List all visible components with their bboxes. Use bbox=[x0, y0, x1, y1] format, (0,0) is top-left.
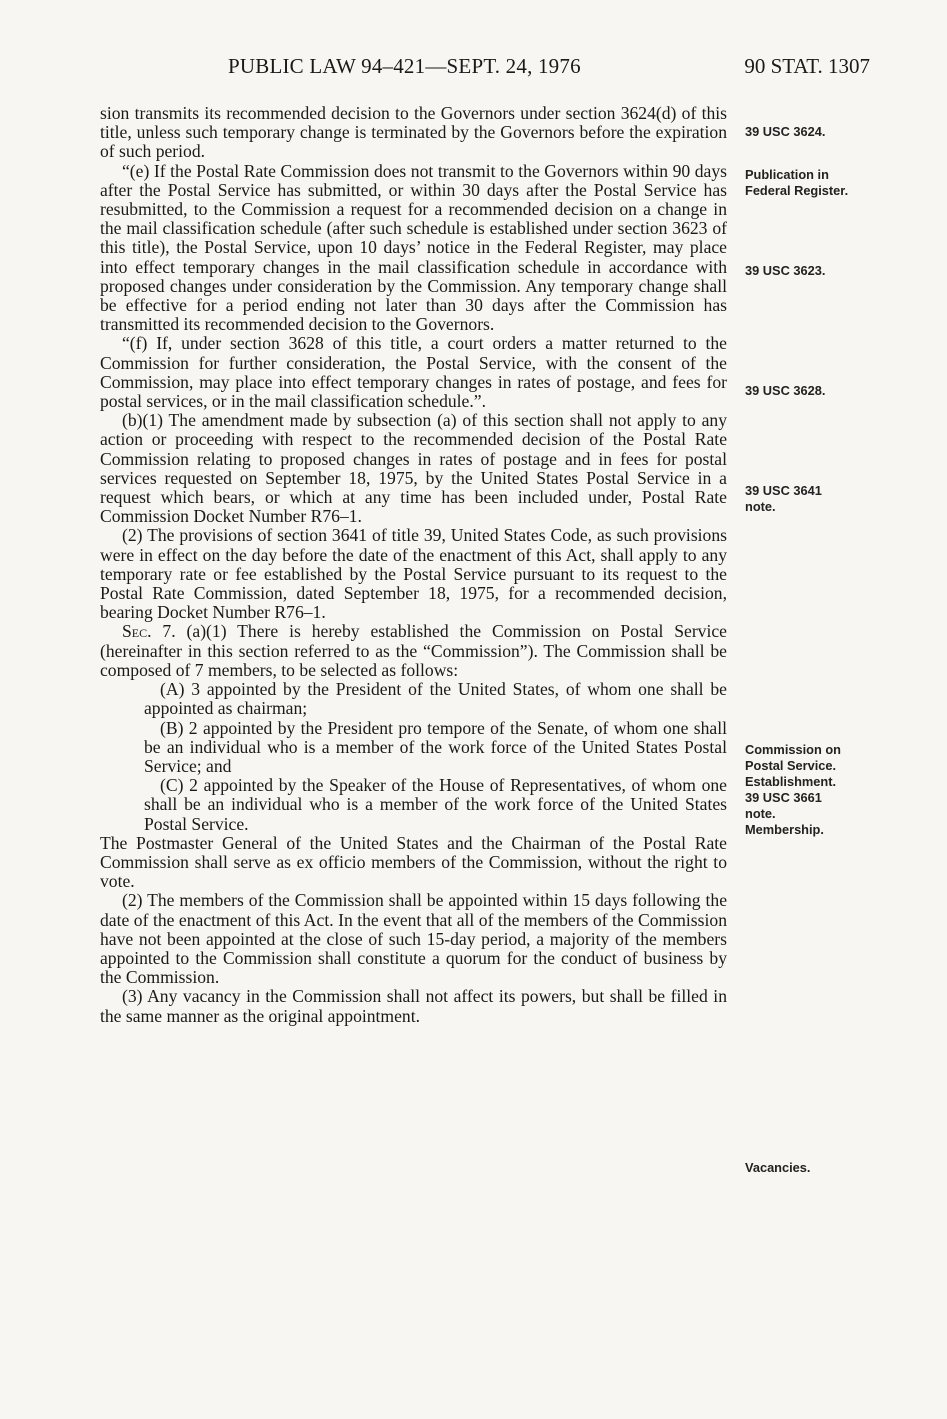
paragraph-subsection-e: “(e) If the Postal Rate Commission does not transmit to the Governors within 90 days after the Postal Service has submitted, or within 30 days after the Postal Service has resubmitted, to the Commission a request for a recommended decision on a change in the mail classification schedule (after such schedule is established under section 3623 of this title), the Postal Service, upon 10 days’ notice in the Federal Register, may place into effect temporary changes in the mail classification schedule in accordance with proposed changes under consideration by the Commission. Any temporary change shall be effective for a period ending not later than 30 days after the Commission has transmitted its recommended decision to the Governors. bbox=[100, 160, 727, 335]
section-label: Sec. 7. bbox=[122, 621, 176, 642]
law-title: PUBLIC LAW 94–421—SEPT. 24, 1976 bbox=[228, 54, 581, 78]
document-body bbox=[100, 104, 727, 1026]
paragraph-b1: (b)(1) The amendment made by subsection (a) of this section shall not apply to any action or proceeding with respect to the recommended decision of the Postal Rate Commission relating to proposed changes in rates of postage and in fees for postal services requested on September 18, 1975, by the United States Postal Service in a request which bears, or which at any time has been included under, Postal Rate Commission Docket Number R76–1. bbox=[100, 410, 727, 527]
margin-note-3624: 39 USC 3624. bbox=[745, 124, 826, 139]
page-header bbox=[100, 54, 870, 84]
margin-note-3641: 39 USC 3641 note. bbox=[745, 483, 822, 514]
paragraph-sec7-a1 bbox=[100, 622, 727, 680]
margin-note-3628: 39 USC 3628. bbox=[745, 383, 826, 398]
paragraph-a2: (2) The members of the Commission shall be appointed within 15 days following the date of the enactment of this Act. In the event that all of the members of the Commission have not been appointed at the close of such 15-day period, a majority of the members appointed to the Commission shall constitute a quorum for the conduct of business by the Commission. bbox=[100, 890, 727, 988]
sec7-text: (a)(1) There is hereby established the Commission on Postal Service (hereinafter in this section referred to as the “Commission”). The Commission shall be composed of 7 members, to be selected as follows: bbox=[100, 621, 727, 680]
statute-page-number: 90 STAT. 1307 bbox=[744, 54, 870, 78]
list-item-b: (B) 2 appointed by the President pro tempore of the Senate, of whom one shall be an individual who is a member of the work force of the United States Postal Service; and bbox=[144, 717, 727, 776]
margin-note-federal-register: Publication in Federal Register. bbox=[745, 167, 849, 198]
margin-note-commission: Commission on Postal Service. Establishment. 39 USC 3661 note. Membership. bbox=[745, 742, 841, 837]
paragraph-ex-officio: The Postmaster General of the United States and the Chairman of the Postal Rate Commission shall serve as ex officio members of the Commission, without the right to vote. bbox=[100, 832, 727, 892]
paragraph-subsection-f: “(f) If, under section 3628 of this title, a court orders a matter returned to the Commission for further consideration, the Postal Service, with the consent of the Commission, may place into effect temporary changes in rates of postage, and fees for postal services, or in the mail classification schedule.”. bbox=[100, 333, 727, 412]
margin-note-vacancies: Vacancies. bbox=[745, 1160, 811, 1175]
paragraph-a3: (3) Any vacancy in the Commission shall not affect its powers, but shall be filled in the same manner as the original appointment. bbox=[100, 986, 727, 1026]
list-item-c: (C) 2 appointed by the Speaker of the House of Representatives, of whom one shall be an individual who is a member of the work force of the United States Postal Service. bbox=[144, 775, 727, 834]
paragraph-b2: (2) The provisions of section 3641 of title 39, United States Code, as such provisions were in effect on the day before the date of the enactment of this Act, shall apply to any temporary rate or fee established by the Postal Service pursuant to its request to the Postal Rate Commission, dated September 18, 1975, for a recommended decision, bearing Docket Number R76–1. bbox=[100, 525, 727, 623]
paragraph-continuation: sion transmits its recommended decision to the Governors under section 3624(d) of this title, unless such temporary change is terminated by the Governors before the expiration of such period. bbox=[100, 103, 727, 162]
list-item-a: (A) 3 appointed by the President of the United States, of whom one shall be appointed as chairman; bbox=[144, 679, 727, 719]
margin-note-3623: 39 USC 3623. bbox=[745, 263, 826, 278]
